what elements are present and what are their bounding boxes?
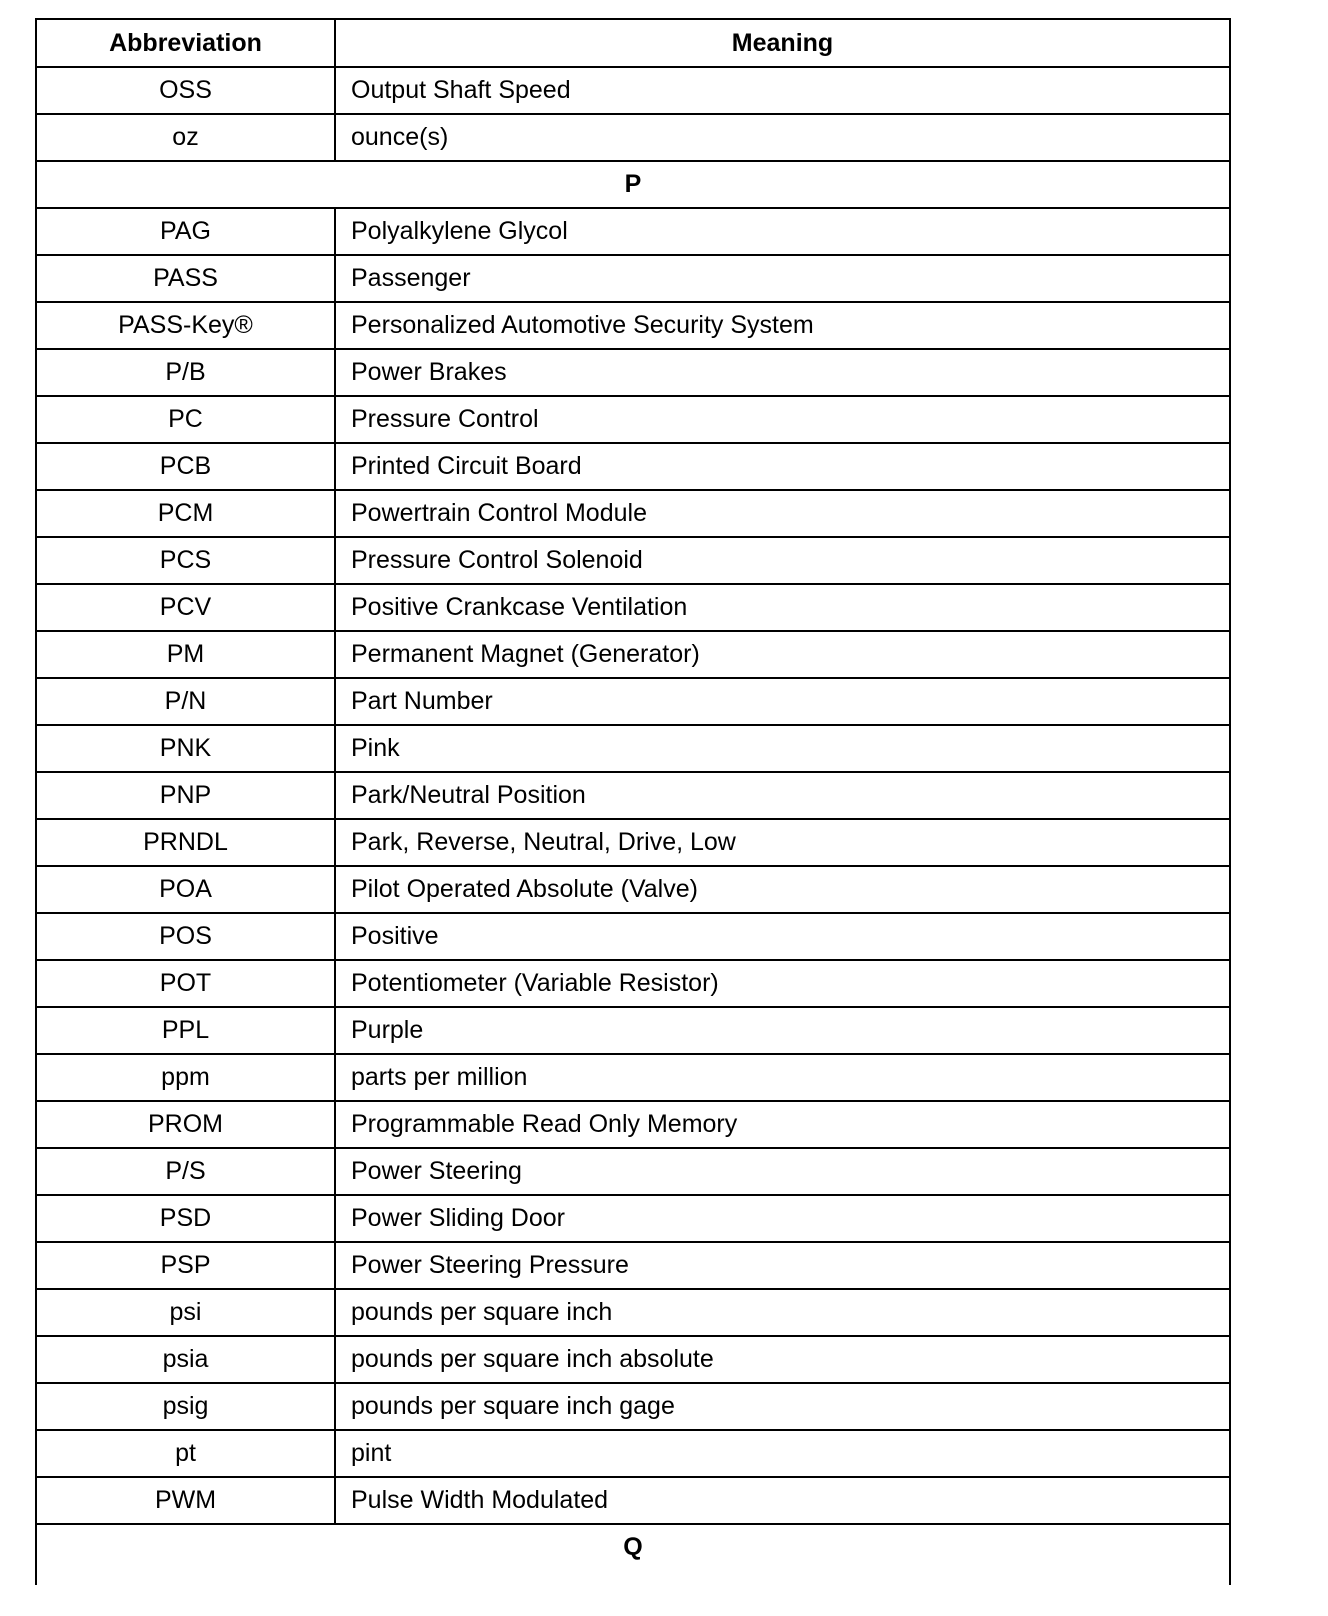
table-row	[36, 1054, 1230, 1101]
abbreviation-cell: P/S	[36, 1148, 335, 1195]
meaning-cell: Passenger	[335, 255, 1230, 302]
meaning-cell: Pulse Width Modulated	[335, 1477, 1230, 1524]
abbreviation-cell: POS	[36, 913, 335, 960]
section-row	[36, 1524, 1230, 1585]
table-row	[36, 631, 1230, 678]
abbreviation-cell: PCM	[36, 490, 335, 537]
abbreviation-cell: PSP	[36, 1242, 335, 1289]
meaning-cell: parts per million	[335, 1054, 1230, 1101]
meaning-cell: Powertrain Control Module	[335, 490, 1230, 537]
abbreviation-cell: ppm	[36, 1054, 335, 1101]
table-row	[36, 913, 1230, 960]
abbreviation-cell: POA	[36, 866, 335, 913]
meaning-cell: Pilot Operated Absolute (Valve)	[335, 866, 1230, 913]
abbreviation-cell: PM	[36, 631, 335, 678]
abbreviation-cell: PNP	[36, 772, 335, 819]
meaning-cell: pounds per square inch	[335, 1289, 1230, 1336]
table-row	[36, 772, 1230, 819]
abbreviation-cell: POT	[36, 960, 335, 1007]
table-row	[36, 1289, 1230, 1336]
abbreviation-cell: PSD	[36, 1195, 335, 1242]
abbreviation-cell: PASS	[36, 255, 335, 302]
meaning-cell: Permanent Magnet (Generator)	[335, 631, 1230, 678]
abbreviation-cell: PRNDL	[36, 819, 335, 866]
abbreviation-cell: psi	[36, 1289, 335, 1336]
header-row	[36, 19, 1230, 67]
table-row	[36, 1383, 1230, 1430]
meaning-cell: Power Brakes	[335, 349, 1230, 396]
meaning-cell: Printed Circuit Board	[335, 443, 1230, 490]
table-row	[36, 866, 1230, 913]
meaning-cell: pounds per square inch absolute	[335, 1336, 1230, 1383]
table-row	[36, 819, 1230, 866]
abbreviation-cell: P/B	[36, 349, 335, 396]
table-row	[36, 302, 1230, 349]
table-row	[36, 1101, 1230, 1148]
abbreviation-cell: PASS-Key®	[36, 302, 335, 349]
abbreviation-cell: PCB	[36, 443, 335, 490]
table-row	[36, 1477, 1230, 1524]
table-row	[36, 1148, 1230, 1195]
abbreviation-cell: PNK	[36, 725, 335, 772]
abbreviation-table	[35, 18, 1231, 1585]
meaning-cell: Positive	[335, 913, 1230, 960]
abbreviation-cell: pt	[36, 1430, 335, 1477]
table-row	[36, 114, 1230, 161]
abbreviation-cell: OSS	[36, 67, 335, 114]
meaning-cell: Output Shaft Speed	[335, 67, 1230, 114]
meaning-cell: Pressure Control Solenoid	[335, 537, 1230, 584]
table-row	[36, 678, 1230, 725]
meaning-cell: ounce(s)	[335, 114, 1230, 161]
meaning-cell: Park, Reverse, Neutral, Drive, Low	[335, 819, 1230, 866]
section-row	[36, 161, 1230, 208]
meaning-cell: Potentiometer (Variable Resistor)	[335, 960, 1230, 1007]
section-letter: P	[36, 161, 1230, 208]
table-row	[36, 255, 1230, 302]
table-row	[36, 725, 1230, 772]
table-row	[36, 349, 1230, 396]
meaning-cell: Part Number	[335, 678, 1230, 725]
table-row	[36, 443, 1230, 490]
abbreviation-cell: PWM	[36, 1477, 335, 1524]
table-row	[36, 1430, 1230, 1477]
meaning-cell: Programmable Read Only Memory	[335, 1101, 1230, 1148]
table-row	[36, 537, 1230, 584]
meaning-cell: Positive Crankcase Ventilation	[335, 584, 1230, 631]
meaning-cell: Power Steering Pressure	[335, 1242, 1230, 1289]
meaning-cell: Purple	[335, 1007, 1230, 1054]
table-row	[36, 960, 1230, 1007]
table-row	[36, 208, 1230, 255]
abbreviation-cell: psia	[36, 1336, 335, 1383]
abbreviation-cell: PPL	[36, 1007, 335, 1054]
abbreviation-cell: psig	[36, 1383, 335, 1430]
abbreviation-cell: PCV	[36, 584, 335, 631]
meaning-cell: pint	[335, 1430, 1230, 1477]
abbreviation-cell: oz	[36, 114, 335, 161]
table-row	[36, 67, 1230, 114]
abbreviation-cell: P/N	[36, 678, 335, 725]
meaning-cell: Pink	[335, 725, 1230, 772]
abbreviation-cell: PCS	[36, 537, 335, 584]
table-row	[36, 584, 1230, 631]
meaning-cell: Pressure Control	[335, 396, 1230, 443]
abbreviation-cell: PAG	[36, 208, 335, 255]
meaning-cell: Power Steering	[335, 1148, 1230, 1195]
meaning-cell: pounds per square inch gage	[335, 1383, 1230, 1430]
table-row	[36, 1242, 1230, 1289]
section-letter: Q	[36, 1524, 1230, 1585]
meaning-cell: Power Sliding Door	[335, 1195, 1230, 1242]
meaning-cell: Park/Neutral Position	[335, 772, 1230, 819]
table-row	[36, 1336, 1230, 1383]
table-row	[36, 1007, 1230, 1054]
header-meaning: Meaning	[335, 19, 1230, 67]
table-row	[36, 490, 1230, 537]
abbreviation-cell: PC	[36, 396, 335, 443]
table-row	[36, 1195, 1230, 1242]
meaning-cell: Polyalkylene Glycol	[335, 208, 1230, 255]
meaning-cell: Personalized Automotive Security System	[335, 302, 1230, 349]
abbreviation-cell: PROM	[36, 1101, 335, 1148]
table-row	[36, 396, 1230, 443]
header-abbreviation: Abbreviation	[36, 19, 335, 67]
